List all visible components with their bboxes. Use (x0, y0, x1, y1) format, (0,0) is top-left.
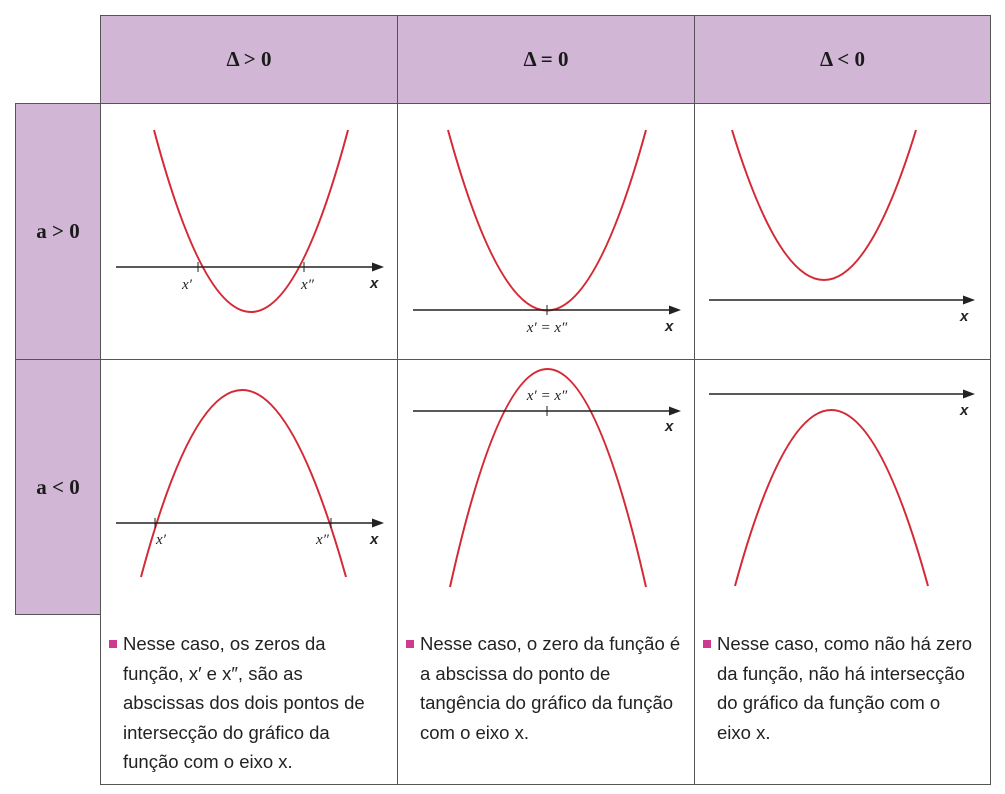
header-delta-positive (100, 15, 398, 104)
axis-label-x: x (665, 318, 674, 335)
parabola-one-root-down (398, 360, 696, 617)
header-delta-negative-text: Δ < 0 (820, 47, 865, 71)
x-axis-arrow (669, 306, 681, 315)
graph-a-neg-delta-pos (100, 359, 398, 616)
tangent-label: x′ = x″ (526, 388, 568, 404)
parabola-curve (141, 390, 346, 577)
parabola-two-roots-down (101, 360, 399, 617)
root-label-x2: x″ (301, 277, 314, 293)
parabola-no-root-down (695, 360, 992, 617)
bullet-icon (703, 640, 711, 648)
parabola-curve (732, 130, 916, 280)
row-header-a-positive-text: a > 0 (36, 219, 80, 243)
parabola-one-root-up (398, 104, 696, 361)
graph-a-pos-delta-neg (694, 103, 991, 360)
root-label-x2: x″ (316, 532, 329, 548)
note-text: Nesse caso, o zero da função é a abscissa do ponto de tangência do gráfico da função com o eixo x. (420, 633, 681, 743)
x-axis-arrow (372, 263, 384, 272)
root-label-x1: x′ (156, 532, 166, 548)
header-delta-zero (397, 15, 695, 104)
header-delta-zero-text: Δ = 0 (523, 47, 569, 71)
parabola-curve (448, 130, 646, 311)
note-text: Nesse caso, os zeros da função, x′ e x″, são as abscissas dos dois pontos de intersecção do gráfico da função com o eixo x. (123, 633, 365, 772)
x-axis-arrow (963, 296, 975, 305)
note-text: Nesse caso, como não há zero da função, não há intersecção do gráfico da função com o eixo x. (717, 633, 973, 743)
axis-label-x: x (370, 275, 379, 292)
axis-label-x: x (960, 308, 969, 325)
header-delta-positive-text: Δ > 0 (226, 47, 272, 71)
graph-a-neg-delta-neg (694, 359, 991, 616)
graph-a-pos-delta-pos (100, 103, 398, 360)
axis-label-x: x (960, 402, 969, 419)
graph-a-pos-delta-zero (397, 103, 695, 360)
discriminant-table (15, 15, 990, 785)
x-axis-arrow (963, 390, 975, 399)
row-header-a-negative (15, 359, 101, 615)
bullet-icon (406, 640, 414, 648)
row-header-a-negative-text: a < 0 (36, 474, 80, 499)
x-axis-arrow (669, 407, 681, 416)
axis-label-x: x (665, 418, 674, 435)
note-one-root (397, 615, 695, 785)
note-no-root (694, 615, 991, 785)
tangent-label: x′ = x″ (526, 320, 568, 336)
parabola-curve (735, 410, 928, 586)
root-label-x1: x′ (182, 277, 192, 293)
bullet-icon (109, 640, 117, 648)
row-header-a-positive (15, 103, 101, 360)
x-axis-arrow (372, 519, 384, 528)
axis-label-x: x (370, 531, 379, 548)
graph-a-neg-delta-zero (397, 359, 695, 616)
note-two-roots (100, 615, 398, 785)
parabola-no-root-up (695, 104, 992, 361)
header-delta-negative (694, 15, 991, 104)
parabola-two-roots-up (101, 104, 399, 361)
